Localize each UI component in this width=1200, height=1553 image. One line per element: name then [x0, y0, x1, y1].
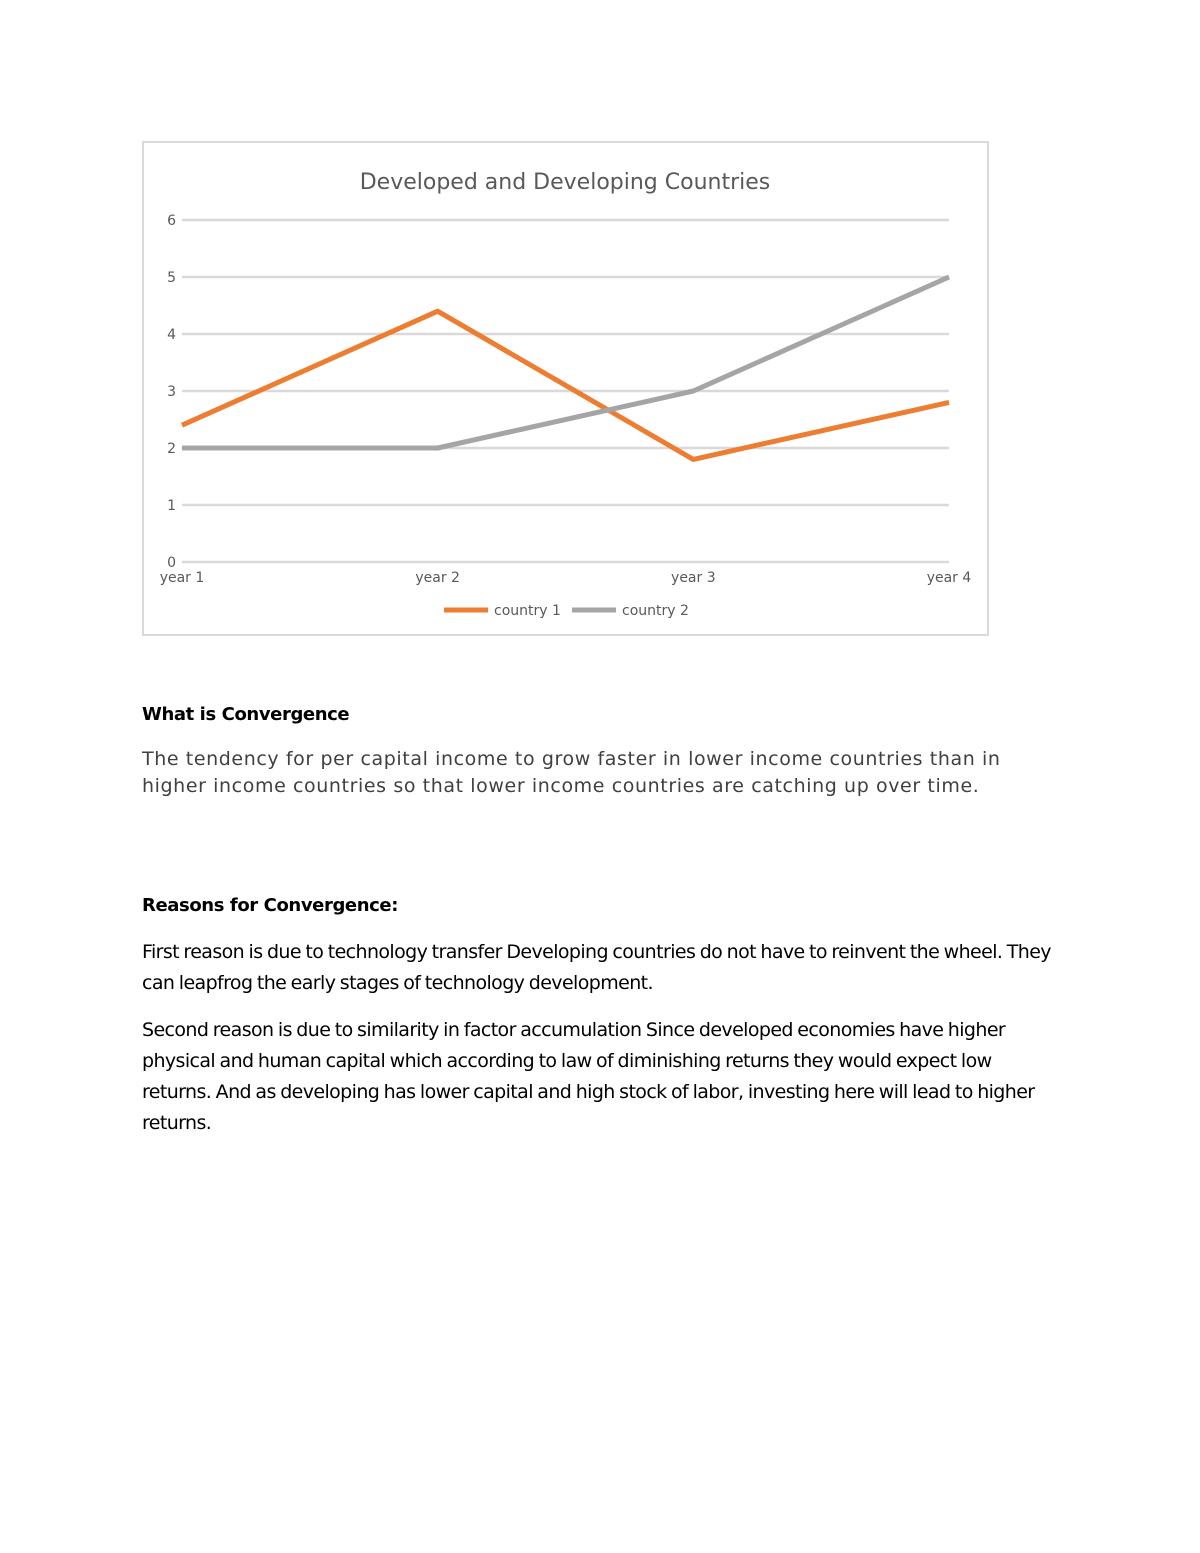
y-tick-label: 5: [167, 270, 176, 286]
legend-label-1: country 1: [494, 603, 561, 619]
line-chart: [142, 141, 989, 636]
y-tick-label: 0: [167, 555, 176, 571]
x-tick-label: year 4: [926, 570, 972, 586]
x-tick-label: year 2: [415, 570, 460, 586]
y-axis-ticks: [167, 213, 176, 571]
reason-factor-accumulation: Second reason is due to similarity in factor accumulation Since developed economies have higher physical and human capital which according to law of diminishing returns they would expect low returns. And as developing has lower capital and high stock of labor, investing here will lead to higher returns.: [142, 1019, 1035, 1134]
legend: [444, 603, 689, 619]
y-tick-label: 4: [167, 327, 176, 343]
gridlines: [182, 220, 949, 562]
heading-what-is-convergence: What is Convergence: [142, 704, 350, 725]
series-lines: [182, 277, 949, 460]
x-axis-ticks: [160, 570, 972, 586]
chart-title: Developed and Developing Countries: [359, 170, 771, 195]
y-tick-label: 1: [167, 498, 176, 514]
convergence-definition: The tendency for per capital income to grow faster in lower income countries than in higher income countries so that lower income countries are catching up over time.: [142, 748, 1001, 797]
x-tick-label: year 1: [159, 570, 205, 586]
series-line-2: [182, 277, 949, 448]
heading-reasons-for-convergence: Reasons for Convergence:: [142, 895, 399, 916]
reason-technology-transfer: First reason is due to technology transfer Developing countries do not have to reinvent the wheel. They can leapfrog the early stages of technology development.: [142, 941, 1051, 994]
y-tick-label: 3: [167, 384, 176, 400]
legend-label-2: country 2: [622, 603, 689, 619]
chart-canvas: [144, 143, 987, 634]
x-tick-label: year 3: [671, 570, 716, 586]
y-tick-label: 2: [167, 441, 176, 457]
y-tick-label: 6: [167, 213, 176, 229]
